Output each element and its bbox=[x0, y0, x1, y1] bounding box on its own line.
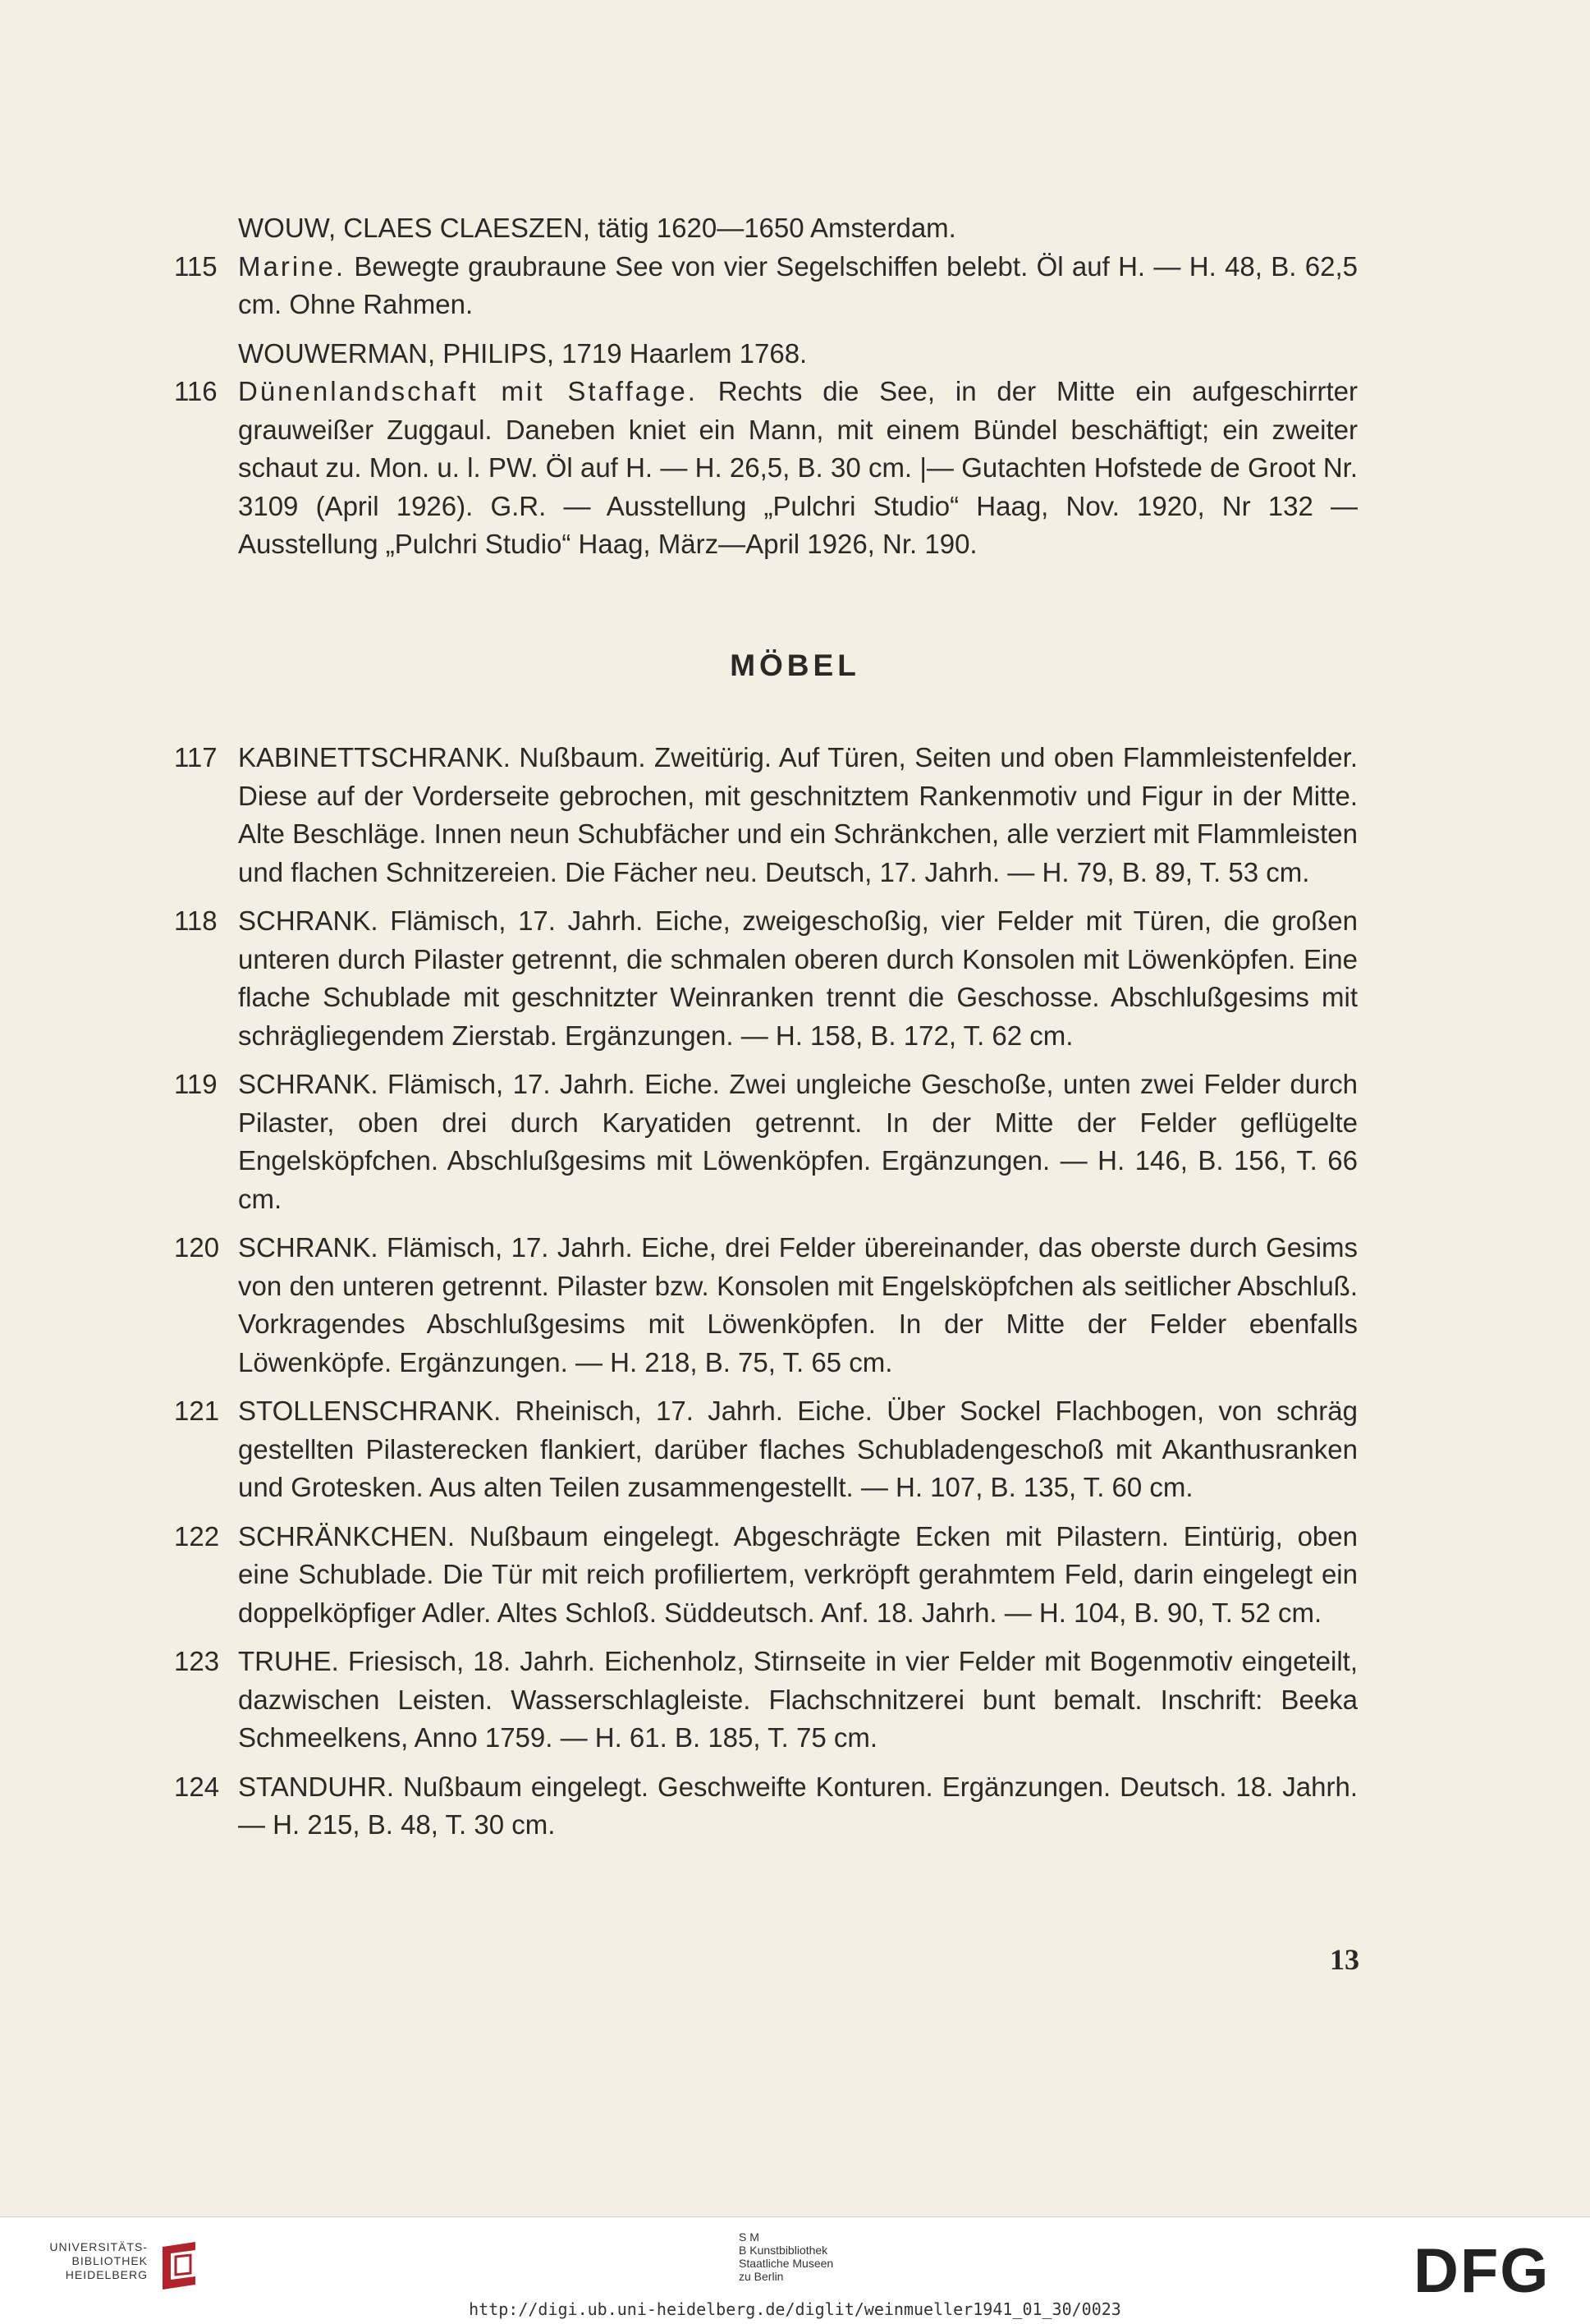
artist-heading: WOUW, CLAES CLAESZEN, tätig 1620—1650 Amsterdam. bbox=[238, 213, 956, 243]
entry-number: 120 bbox=[174, 1232, 220, 1263]
entry-title: Marine. bbox=[238, 250, 346, 282]
catalog-entry bbox=[174, 902, 1358, 1055]
catalog-entry bbox=[174, 739, 1358, 892]
entry-text: KABINETTSCHRANK. Nußbaum. Zweitürig. Auf Türen, Seiten und oben Flammleistenfelder. Diese auf der Vorderseite gebrochen, mit geschnitztem Rankenmotiv und Figur in der Mitte. Alte Beschläge. Innen neun Schubfächer und ein Schränkchen, alle verziert mit Flammleisten und flachen Schnitzereien. Die Fächer neu. Deutsch, 17. Jahrh. — H. 79, B. 89, T. 53 cm. bbox=[238, 742, 1358, 887]
entry-text: SCHRÄNKCHEN. Nußbaum eingelegt. Abgeschrägte Ecken mit Pilastern. Eintürig, oben eine Schublade. Die Tür mit reich profiliertem, verkröpft gerahmtem Feld, darin eingelegt ein doppelköpfiger Adler. Altes Schloß. Süddeutsch. Anf. 18. Jahrh. — H. 104, B. 90, T. 52 cm. bbox=[238, 1520, 1358, 1628]
catalog-entry bbox=[174, 1768, 1358, 1845]
library-logo-text: UNIVERSITÄTS- BIBLIOTHEK HEIDELBERG bbox=[49, 2240, 148, 2281]
smb-logo[interactable]: S M B Kunstbibliothek Staatliche Museen zu Berlin bbox=[739, 2230, 834, 2283]
page-number: 13 bbox=[1330, 1943, 1359, 1976]
entry-text: SCHRANK. Flämisch, 17. Jahrh. Eiche, zweigeschoßig, vier Felder mit Türen, die großen unteren durch Pilaster getrennt, die schmalen oberen durch Konsolen mit Löwenköpfen. Eine flache Schublade mit geschnitzter Weinranken trennt die Geschosse. Abschlußgesims mit schrägliegendem Zierstab. Ergänzungen. — H. 158, B. 172, T. 62 cm. bbox=[238, 905, 1358, 1051]
entry-text: STOLLENSCHRANK. Rheinisch, 17. Jahrh. Eiche. Über Sockel Flachbogen, von schräg gestellten Pilasterecken flankiert, darüber flaches Schubladengeschoß mit Akanthusranken und Grotesken. Aus alten Teilen zusammengestellt. — H. 107, B. 135, T. 60 cm. bbox=[238, 1396, 1358, 1502]
page-url-link[interactable]: http://digi.ub.uni-heidelberg.de/diglit/weinmueller1941_01_30/0023 bbox=[469, 2299, 1121, 2319]
library-logo-icon bbox=[154, 2240, 212, 2290]
entries-moebel bbox=[174, 739, 1358, 1845]
catalog-entry bbox=[174, 1643, 1358, 1758]
catalog-entry bbox=[174, 1229, 1358, 1382]
entry-text: STANDUHR. Nußbaum eingelegt. Geschweifte Konturen. Ergänzungen. Deutsch. 18. Jahrh. — H. 215, B. 48, T. 30 cm. bbox=[238, 1771, 1358, 1840]
section-title: MÖBEL bbox=[730, 649, 860, 682]
entries-top bbox=[174, 209, 1358, 564]
footer-bar bbox=[0, 2216, 1590, 2324]
entry-number: 122 bbox=[174, 1520, 220, 1552]
catalog-entry bbox=[174, 1066, 1358, 1218]
entry-title: Dünenlandschaft mit Staffage. bbox=[238, 376, 698, 406]
entry-number: 123 bbox=[174, 1646, 220, 1676]
entry-number: 121 bbox=[174, 1396, 220, 1426]
entry-text: SCHRANK. Flämisch, 17. Jahrh. Eiche. Zwei ungleiche Geschoße, unten zwei Felder durch Pilaster, oben drei durch Karyatiden getrennt. In der Mitte der Felder geflügelte Engelsköpfchen. Abschlußgesims mit Löwenköpfen. Ergänzungen. — H. 146, B. 156, T. 66 cm. bbox=[238, 1069, 1358, 1214]
artist-heading: WOUWERMAN, PHILIPS, 1719 Haarlem 1768. bbox=[238, 337, 808, 369]
entry-text: Rechts die See, in der Mitte ein aufgeschirrter grauweißer Zuggaul. Daneben kniet ein Mann, mit einem Bündel beschäftigt; ein zweiter schaut zu. Mon. u. l. PW. Öl auf H. — H. 26,5, B. 30 cm. |— Gutachten Hofstede de Groot Nr. 3109 (April 1926). G.R. — Ausstellung „Pulchri Studio“ Haag, Nov. 1920, Nr 132 — Ausstellung „Pulchri Studio“ Haag, März—April 1926, Nr. 190. bbox=[238, 376, 1358, 559]
catalog-entry bbox=[174, 1392, 1358, 1507]
entry-number: 117 bbox=[174, 742, 218, 772]
entry-number: 118 bbox=[174, 905, 218, 936]
entry-number: 124 bbox=[174, 1771, 220, 1802]
catalog-entry bbox=[174, 1518, 1358, 1633]
entry-text: Bewegte graubraune See von vier Segelschiffen belebt. Öl auf H. — H. 48, B. 62,5 cm. Ohne Rahmen. bbox=[238, 250, 1358, 319]
entry-text: TRUHE. Friesisch, 18. Jahrh. Eichenholz, Stirnseite in vier Felder mit Bogenmotiv eingeteilt, dazwischen Leisten. Wasserschlagleiste. Flachschnitzerei bunt bemalt. Inschrift: Beeka Schmeelkens, Anno 1759. — H. 61. B. 185, T. 75 cm. bbox=[238, 1646, 1358, 1753]
entry-number: 115 bbox=[174, 250, 218, 282]
entry-number: 119 bbox=[174, 1069, 218, 1099]
dfg-logo[interactable]: DFG bbox=[1414, 2236, 1551, 2306]
entry-text: SCHRANK. Flämisch, 17. Jahrh. Eiche, drei Felder übereinander, das oberste durch Gesims von den unteren getrennt. Pilaster bzw. Konsolen mit Engelsköpfchen als seitlicher Abschluß. Vorkragendes Abschlußgesims mit Löwenköpfen. In der Mitte der Felder ebenfalls Löwenköpfe. Ergänzungen. — H. 218, B. 75, T. 65 cm. bbox=[238, 1232, 1358, 1377]
catalog-entry bbox=[174, 248, 1358, 324]
entry-number: 116 bbox=[174, 376, 218, 406]
catalog-entry bbox=[174, 373, 1358, 564]
